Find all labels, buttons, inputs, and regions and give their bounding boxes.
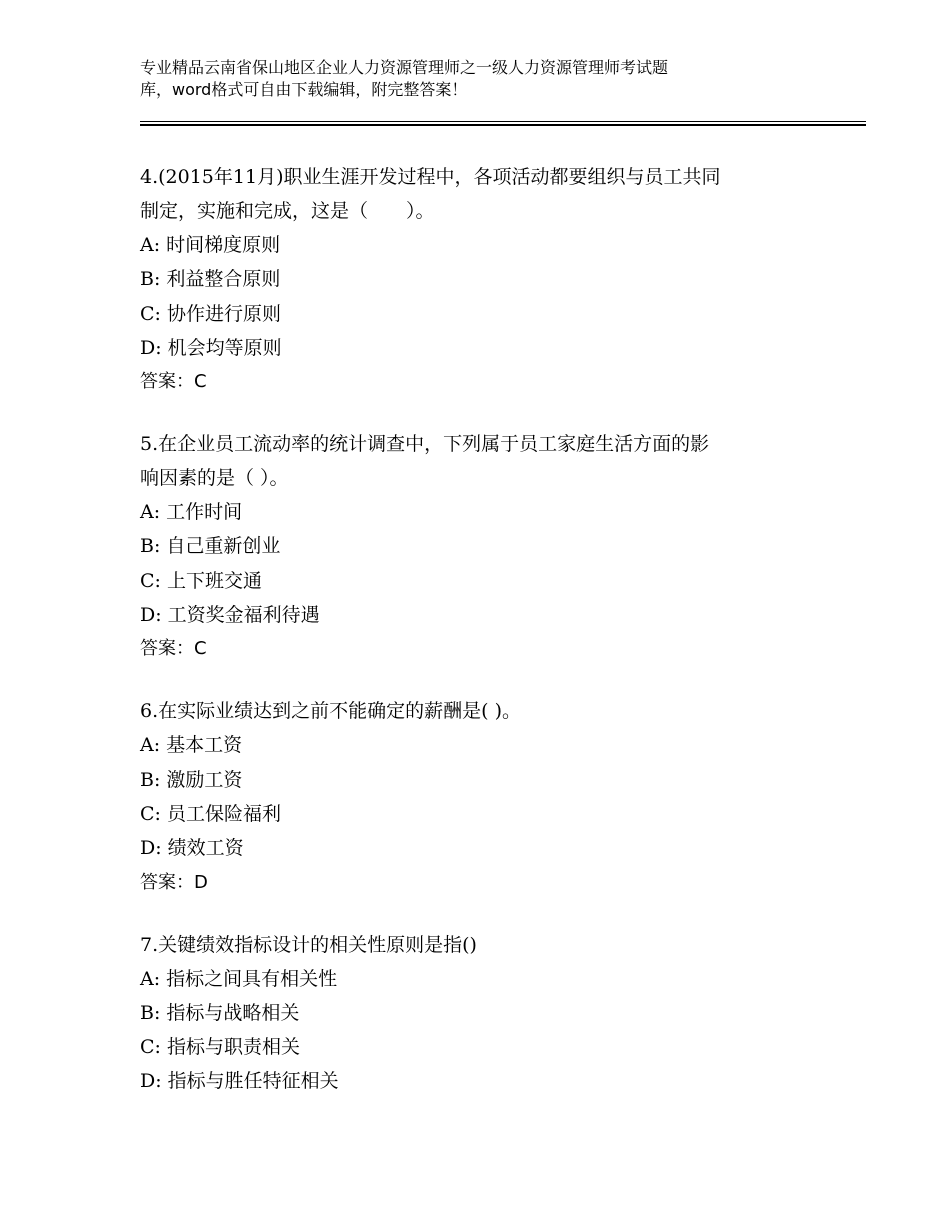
header-line-2: 库，word格式可自由下载编辑，附完整答案！ xyxy=(140,80,468,99)
option-c: C: 员工保险福利 xyxy=(140,802,281,825)
header-line-1: 专业精品云南省保山地区企业人力资源管理师之一级人力资源管理师考试题 xyxy=(140,58,669,77)
stem-line: 6.在实际业绩达到之前不能确定的薪酬是( )。 xyxy=(140,700,521,723)
answer-label: 答案：C xyxy=(140,638,207,660)
stem-line: 制定，实施和完成，这是（ ）。 xyxy=(140,200,435,222)
option-a: A: 指标之间具有相关性 xyxy=(140,967,338,990)
option-a: A: 基本工资 xyxy=(140,734,243,757)
question-6 xyxy=(140,694,820,899)
option-b: B: 利益整合原则 xyxy=(140,268,281,291)
option-d: D: 绩效工资 xyxy=(140,837,244,860)
stem-line: 响因素的是（ ）。 xyxy=(140,467,289,490)
option-c: C: 上下班交通 xyxy=(140,569,262,592)
option-b: B: 自己重新创业 xyxy=(140,535,281,558)
question-5 xyxy=(140,427,820,666)
option-d: D: 指标与胜任特征相关 xyxy=(140,1070,339,1093)
question-4 xyxy=(140,160,820,399)
option-c: C: 协作进行原则 xyxy=(140,302,281,325)
header-rule-thin xyxy=(140,121,866,122)
header-rule-thick xyxy=(140,124,866,126)
question-7 xyxy=(140,928,820,1099)
answer-label: 答案：D xyxy=(140,871,208,893)
option-a: A: 工作时间 xyxy=(140,501,243,524)
stem-line: 5.在企业员工流动率的统计调查中，下列属于员工家庭生活方面的影 xyxy=(140,433,710,456)
question-stem xyxy=(140,928,820,962)
question-list xyxy=(140,160,820,1127)
stem-line: 4.(2015年11月)职业生涯开发过程中，各项活动都要组织与员工共同 xyxy=(140,166,721,188)
question-stem xyxy=(140,694,820,728)
option-d: D: 工资奖金福利待遇 xyxy=(140,604,320,627)
question-stem xyxy=(140,427,820,495)
option-b: B: 指标与战略相关 xyxy=(140,1001,300,1024)
question-stem xyxy=(140,160,820,228)
document-header xyxy=(140,57,780,101)
option-a: A: 时间梯度原则 xyxy=(140,234,281,256)
answer-label: 答案：C xyxy=(140,371,207,393)
option-d: D: 机会均等原则 xyxy=(140,336,282,359)
option-c: C: 指标与职责相关 xyxy=(140,1036,300,1059)
option-b: B: 激励工资 xyxy=(140,768,243,791)
stem-line: 7.关键绩效指标设计的相关性原则是指() xyxy=(140,933,477,956)
